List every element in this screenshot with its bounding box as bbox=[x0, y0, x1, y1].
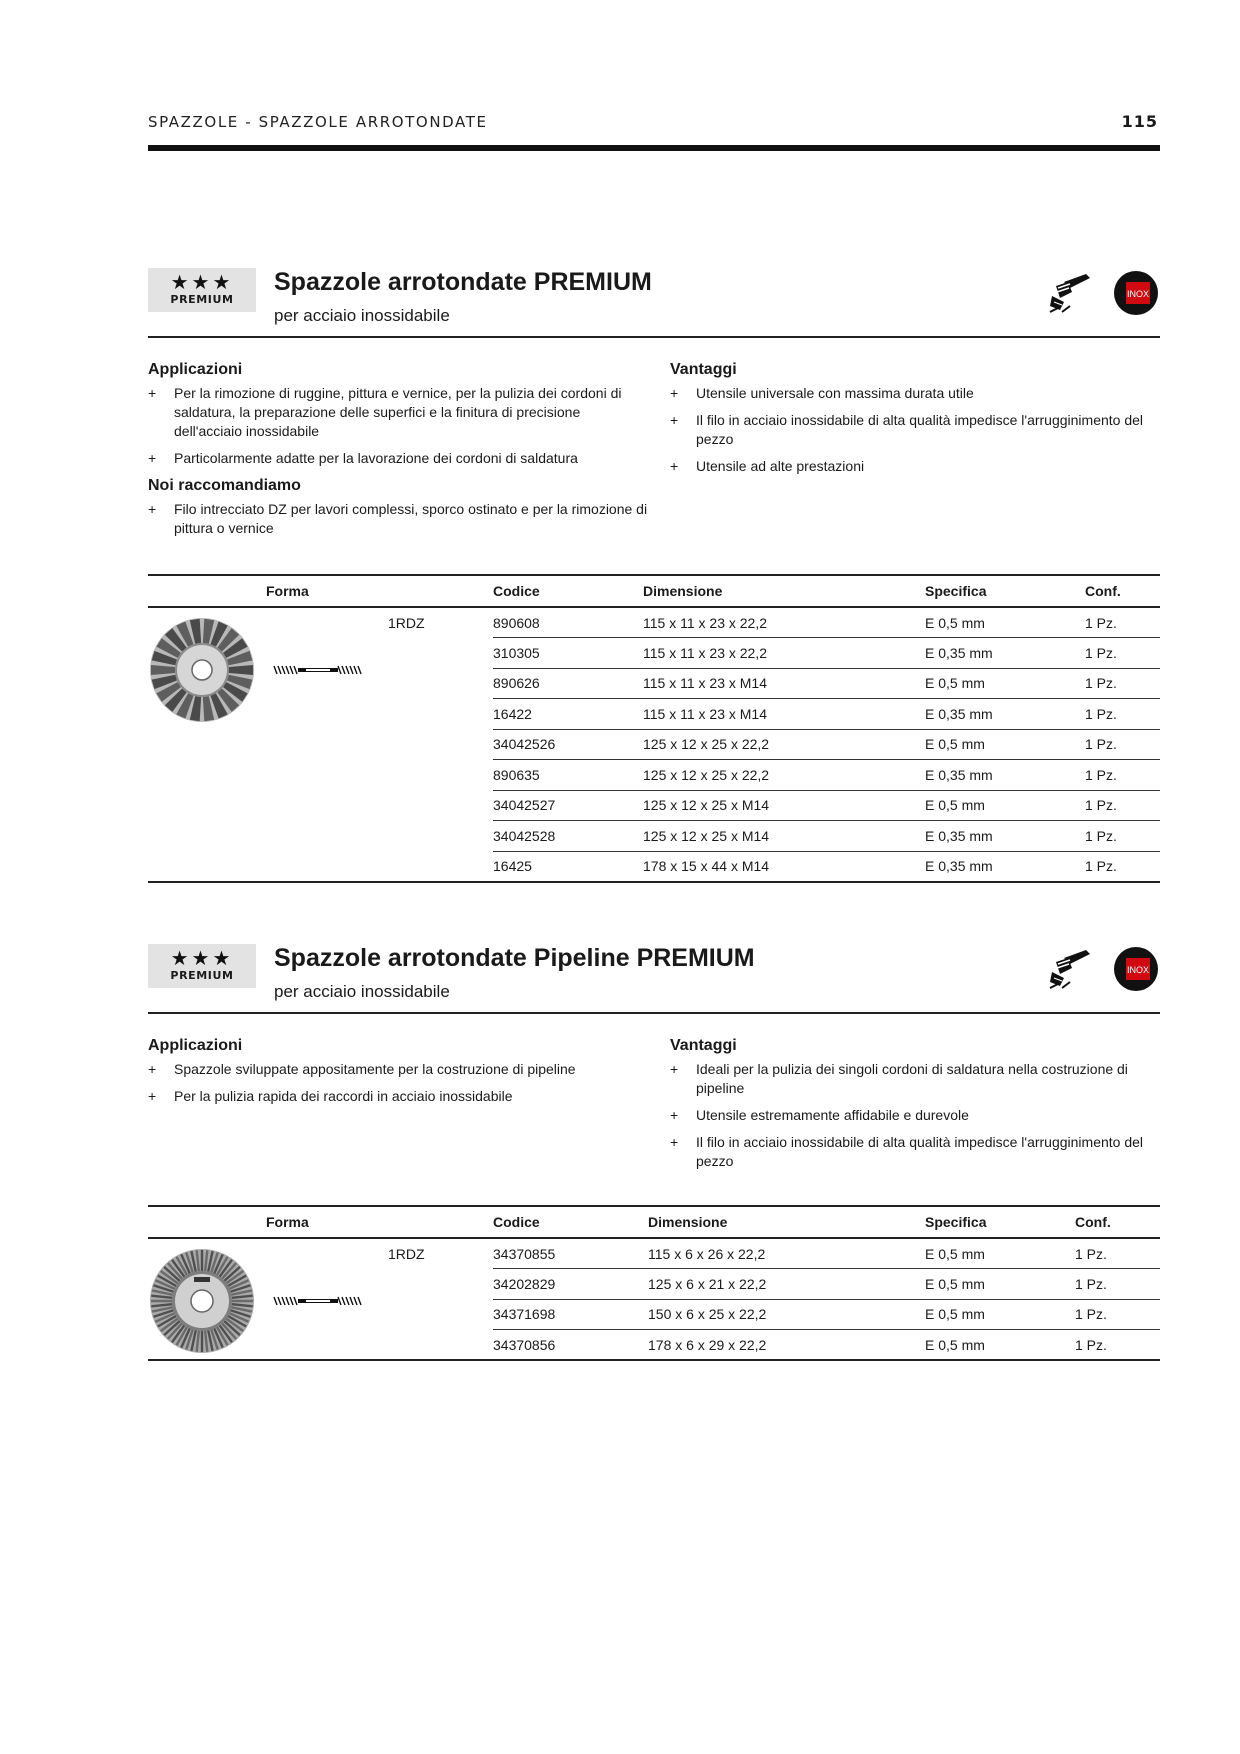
list-item: + Spazzole sviluppate appositamente per la costruzione di pipeline bbox=[148, 1060, 648, 1079]
angle-grinder-icon bbox=[1048, 948, 1092, 990]
dimensione-cell: 178 x 6 x 29 x 22,2 bbox=[648, 1330, 925, 1361]
conf-cell: 1 Pz. bbox=[1085, 638, 1160, 669]
raccomandiamo-heading: Noi raccomandiamo bbox=[148, 477, 301, 494]
codice-cell: 16422 bbox=[493, 699, 643, 730]
specifica-cell: E 0,5 mm bbox=[925, 1238, 1075, 1269]
specifica-cell: E 0,35 mm bbox=[925, 851, 1085, 882]
vantaggi-column bbox=[670, 360, 1160, 484]
vantaggi-heading: Vantaggi bbox=[670, 361, 737, 378]
column-header-specifica: Specifica bbox=[925, 1206, 1075, 1238]
specifica-cell: E 0,5 mm bbox=[925, 1299, 1075, 1330]
list-item: + Utensile ad alte prestazioni bbox=[670, 457, 1160, 476]
column-header-codice: Codice bbox=[493, 1206, 648, 1238]
section-rule bbox=[148, 336, 1160, 338]
list-item: + Utensile estremamente affidabile e durevole bbox=[670, 1106, 1160, 1125]
applicazioni-heading: Applicazioni bbox=[148, 1037, 243, 1054]
specifica-cell: E 0,5 mm bbox=[925, 729, 1085, 760]
rating-stars: ★★★ bbox=[170, 946, 234, 970]
conf-cell: 1 Pz. bbox=[1075, 1330, 1160, 1361]
column-header-conf: Conf. bbox=[1075, 1206, 1160, 1238]
section-title: Spazzole arrotondate PREMIUM bbox=[274, 268, 652, 296]
pipeline-wire-brush-image bbox=[148, 1247, 256, 1355]
dimensione-cell: 150 x 6 x 25 x 22,2 bbox=[648, 1299, 925, 1330]
dimensione-cell: 178 x 15 x 44 x M14 bbox=[643, 851, 925, 882]
column-header-dimensione: Dimensione bbox=[643, 575, 925, 607]
column-header-forma: Forma bbox=[148, 575, 388, 607]
codice-cell: 34202829 bbox=[493, 1269, 648, 1300]
running-title: SPAZZOLE - SPAZZOLE ARROTONDATE bbox=[148, 113, 488, 131]
tipo-cell: 1RDZ bbox=[388, 1238, 493, 1360]
list-item: + Ideali per la pulizia dei singoli cordoni di saldatura nella costruzione di pipeline bbox=[670, 1060, 1160, 1098]
conf-cell: 1 Pz. bbox=[1085, 729, 1160, 760]
vantaggi-list bbox=[670, 384, 1160, 476]
forma-cell bbox=[148, 1238, 388, 1360]
product-table bbox=[148, 1205, 1160, 1361]
column-header-empty bbox=[388, 1206, 493, 1238]
list-item: + Filo intrecciato DZ per lavori complessi, sporco ostinato e per la rimozione di pittura o vernice bbox=[148, 500, 648, 538]
specifica-cell: E 0,35 mm bbox=[925, 638, 1085, 669]
raccomandiamo-list bbox=[148, 500, 648, 538]
list-item: + Particolarmente adatte per la lavorazione dei cordoni di saldatura bbox=[148, 449, 648, 468]
list-item: + Per la rimozione di ruggine, pittura e vernice, per la pulizia dei cordoni di saldatura, la preparazione delle superfici e la finitura di precisione dell'acciaio inossidabile bbox=[148, 384, 648, 441]
forma-cell bbox=[148, 607, 388, 882]
product-table bbox=[148, 574, 1160, 883]
conf-cell: 1 Pz. bbox=[1085, 607, 1160, 638]
specifica-cell: E 0,5 mm bbox=[925, 1330, 1075, 1361]
inox-icon-text: INOX bbox=[1126, 965, 1150, 975]
dimensione-cell: 115 x 6 x 26 x 22,2 bbox=[648, 1238, 925, 1269]
section-subtitle: per acciaio inossidabile bbox=[274, 306, 450, 325]
premium-badge bbox=[148, 268, 256, 312]
table-row bbox=[148, 1238, 1160, 1269]
conf-cell: 1 Pz. bbox=[1085, 760, 1160, 791]
badge-label: PREMIUM bbox=[170, 969, 234, 982]
applicazioni-column bbox=[148, 360, 648, 546]
page-header bbox=[148, 111, 1160, 151]
applicazioni-list bbox=[148, 1060, 648, 1106]
codice-cell: 34370856 bbox=[493, 1330, 648, 1361]
dimensione-cell: 115 x 11 x 23 x 22,2 bbox=[643, 638, 925, 669]
specifica-cell: E 0,35 mm bbox=[925, 821, 1085, 852]
dimensione-cell: 125 x 6 x 21 x 22,2 bbox=[648, 1269, 925, 1300]
inox-icon bbox=[1113, 946, 1159, 992]
conf-cell: 1 Pz. bbox=[1075, 1299, 1160, 1330]
table-header-row bbox=[148, 575, 1160, 607]
conf-cell: 1 Pz. bbox=[1085, 851, 1160, 882]
codice-cell: 34042528 bbox=[493, 821, 643, 852]
column-header-dimensione: Dimensione bbox=[648, 1206, 925, 1238]
conf-cell: 1 Pz. bbox=[1085, 699, 1160, 730]
vantaggi-heading: Vantaggi bbox=[670, 1037, 737, 1054]
codice-cell: 310305 bbox=[493, 638, 643, 669]
angle-grinder-icon bbox=[1048, 272, 1092, 314]
column-header-codice: Codice bbox=[493, 575, 643, 607]
conf-cell: 1 Pz. bbox=[1075, 1269, 1160, 1300]
conf-cell: 1 Pz. bbox=[1085, 821, 1160, 852]
brush-profile-icon bbox=[272, 664, 364, 676]
header-rule bbox=[148, 145, 1160, 151]
list-item: + Il filo in acciaio inossidabile di alta qualità impedisce l'arrugginimento del pezzo bbox=[670, 1133, 1160, 1171]
specifica-cell: E 0,5 mm bbox=[925, 607, 1085, 638]
column-header-conf: Conf. bbox=[1085, 575, 1160, 607]
codice-cell: 890635 bbox=[493, 760, 643, 791]
rating-stars: ★★★ bbox=[170, 270, 234, 294]
twisted-wire-brush-image bbox=[148, 616, 256, 724]
dimensione-cell: 125 x 12 x 25 x 22,2 bbox=[643, 729, 925, 760]
section-subtitle: per acciaio inossidabile bbox=[274, 982, 450, 1001]
tipo-cell: 1RDZ bbox=[388, 607, 493, 882]
dimensione-cell: 125 x 12 x 25 x M14 bbox=[643, 821, 925, 852]
conf-cell: 1 Pz. bbox=[1085, 668, 1160, 699]
table-row bbox=[148, 607, 1160, 638]
conf-cell: 1 Pz. bbox=[1075, 1238, 1160, 1269]
badge-label: PREMIUM bbox=[170, 293, 234, 306]
inox-icon bbox=[1113, 270, 1159, 316]
vantaggi-column bbox=[670, 1036, 1160, 1179]
specifica-cell: E 0,35 mm bbox=[925, 699, 1085, 730]
table-header-row bbox=[148, 1206, 1160, 1238]
page-number: 115 bbox=[1121, 112, 1158, 131]
dimensione-cell: 115 x 11 x 23 x M14 bbox=[643, 668, 925, 699]
inox-icon-text: INOX bbox=[1126, 289, 1150, 299]
codice-cell: 34371698 bbox=[493, 1299, 648, 1330]
applicazioni-heading: Applicazioni bbox=[148, 361, 243, 378]
dimensione-cell: 115 x 11 x 23 x 22,2 bbox=[643, 607, 925, 638]
conf-cell: 1 Pz. bbox=[1085, 790, 1160, 821]
codice-cell: 34370855 bbox=[493, 1238, 648, 1269]
column-header-specifica: Specifica bbox=[925, 575, 1085, 607]
dimensione-cell: 125 x 12 x 25 x 22,2 bbox=[643, 760, 925, 791]
specifica-cell: E 0,5 mm bbox=[925, 668, 1085, 699]
codice-cell: 890608 bbox=[493, 607, 643, 638]
list-item: + Il filo in acciaio inossidabile di alta qualità impedisce l'arrugginimento del pezzo bbox=[670, 411, 1160, 449]
specifica-cell: E 0,35 mm bbox=[925, 760, 1085, 791]
vantaggi-list bbox=[670, 1060, 1160, 1171]
list-item: + Utensile universale con massima durata utile bbox=[670, 384, 1160, 403]
section-title: Spazzole arrotondate Pipeline PREMIUM bbox=[274, 944, 755, 972]
dimensione-cell: 125 x 12 x 25 x M14 bbox=[643, 790, 925, 821]
column-header-empty bbox=[388, 575, 493, 607]
brush-profile-icon bbox=[272, 1295, 364, 1307]
codice-cell: 34042527 bbox=[493, 790, 643, 821]
codice-cell: 890626 bbox=[493, 668, 643, 699]
specifica-cell: E 0,5 mm bbox=[925, 790, 1085, 821]
list-item: + Per la pulizia rapida dei raccordi in acciaio inossidabile bbox=[148, 1087, 648, 1106]
codice-cell: 34042526 bbox=[493, 729, 643, 760]
applicazioni-list bbox=[148, 384, 648, 468]
dimensione-cell: 115 x 11 x 23 x M14 bbox=[643, 699, 925, 730]
premium-badge bbox=[148, 944, 256, 988]
section-rule bbox=[148, 1012, 1160, 1014]
applicazioni-column bbox=[148, 1036, 648, 1114]
column-header-forma: Forma bbox=[148, 1206, 388, 1238]
specifica-cell: E 0,5 mm bbox=[925, 1269, 1075, 1300]
codice-cell: 16425 bbox=[493, 851, 643, 882]
